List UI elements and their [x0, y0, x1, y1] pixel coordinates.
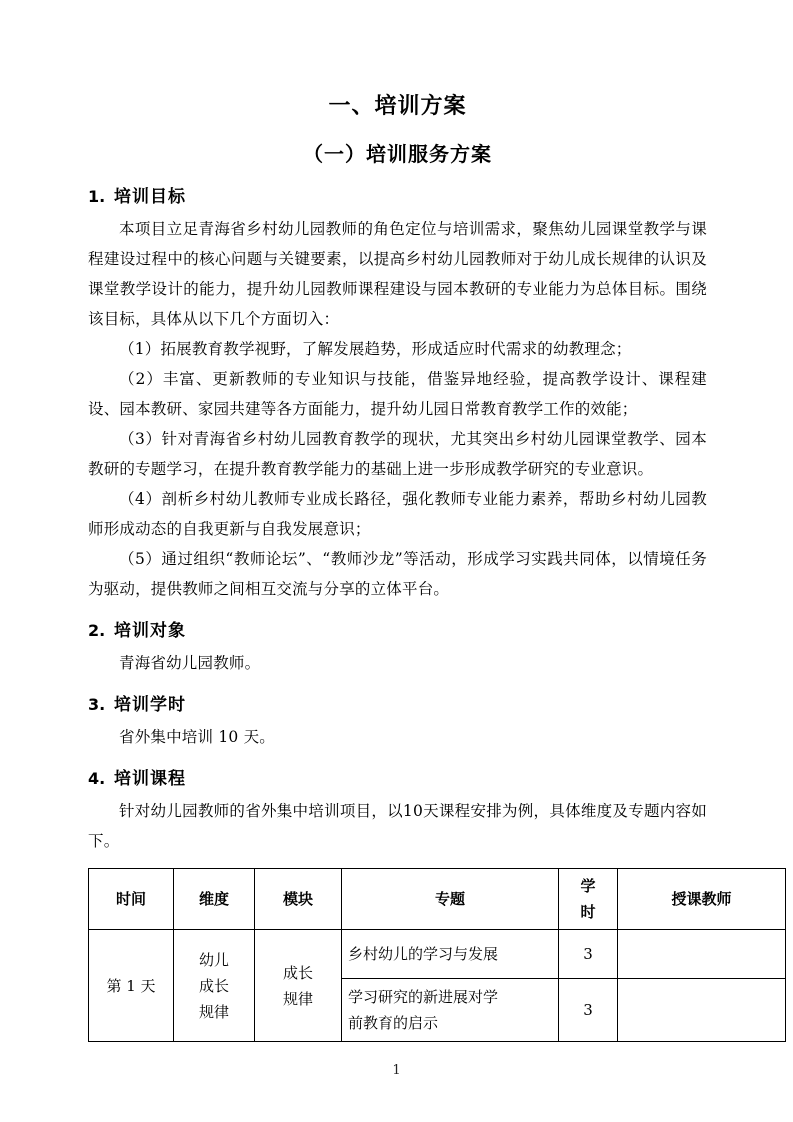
section-heading-3	[88, 692, 707, 718]
section-1-list-item-2: （2）丰富、更新教师的专业知识与技能，借鉴异地经验，提高教学设计、课程建设、园本教研、家园共建等各方面能力，提升幼儿园日常教育教学工作的效能；	[88, 370, 707, 418]
module-line-2: 规律	[282, 989, 313, 1008]
section-heading-2	[88, 618, 707, 644]
cell-module-day1	[255, 930, 342, 1042]
column-header-hours-line1: 学	[580, 877, 596, 895]
section-1-list-item-4: （4）剖析乡村幼儿教师专业成长路径，强化教师专业能力素养，帮助乡村幼儿园教师形成动态的自我更新与自我发展意识；	[88, 490, 707, 538]
cell-hours-1: 3	[559, 930, 618, 979]
section-3-paragraph: 省外集中培训 10 天。	[119, 728, 275, 746]
section-4-paragraph: 针对幼儿园教师的省外集中培训项目，以10天课程安排为例，具体维度及专题内容如下。	[88, 802, 707, 850]
column-header-dimension: 维度	[174, 869, 255, 930]
cell-topic-2	[342, 979, 559, 1042]
course-schedule-table	[88, 868, 786, 1042]
page-number: 1	[392, 1063, 401, 1078]
section-heading-4	[88, 766, 707, 792]
section-number-3: 3.	[88, 695, 106, 714]
column-header-hours	[559, 869, 618, 930]
cell-topic-1	[342, 930, 559, 979]
table-header	[89, 869, 786, 930]
cell-dimension-day1	[174, 930, 255, 1042]
section-1-paragraph: 本项目立足青海省乡村幼儿园教师的角色定位与培训需求，聚焦幼儿园课堂教学与课程建设过程中的核心问题与关键要素，以提高乡村幼儿园教师对于幼儿成长规律的认识及课堂教学设计的能力，提升幼儿园教师课程建设与园本教研的专业能力为总体目标。围绕该目标，具体从以下几个方面切入：	[88, 220, 707, 328]
section-1-list-item-5: （5）通过组织“教师论坛”、“教师沙龙”等活动，形成学习实践共同体，以情境任务为驱动，提供教师之间相互交流与分享的立体平台。	[88, 550, 707, 598]
cell-teacher-1	[618, 930, 786, 979]
column-header-time: 时间	[89, 869, 174, 930]
dimension-line-1: 幼儿	[198, 950, 229, 969]
section-title-3: 培训学时	[114, 695, 186, 715]
column-header-teacher: 授课教师	[618, 869, 786, 930]
table-body	[89, 930, 786, 1042]
column-header-module: 模块	[255, 869, 342, 930]
column-header-topic: 专题	[342, 869, 559, 930]
cell-hours-2: 3	[559, 979, 618, 1042]
section-1-list-item-1: （1）拓展教育教学视野，了解发展趋势，形成适应时代需求的幼教理念；	[119, 340, 632, 358]
table-header-row	[89, 869, 786, 930]
topic-1-line-1: 乡村幼儿的学习与发展	[348, 945, 499, 963]
section-title-2: 培训对象	[114, 621, 186, 641]
section-2-paragraph: 青海省幼儿园教师。	[119, 654, 261, 672]
cell-time-day1: 第 1 天	[89, 930, 174, 1042]
document-title: 一、培训方案	[328, 94, 467, 119]
topic-2-line-1: 学习研究的新进展对学	[348, 988, 499, 1006]
dimension-line-2: 成长	[198, 976, 229, 995]
column-header-hours-line2: 时	[580, 903, 596, 921]
section-number-2: 2.	[88, 621, 106, 640]
section-heading-1	[88, 184, 707, 210]
cell-teacher-2	[618, 979, 786, 1042]
topic-2-line-2: 前教育的启示	[348, 1014, 439, 1032]
section-number-4: 4.	[88, 769, 106, 788]
document-subtitle: （一）培训服务方案	[303, 142, 492, 166]
section-number-1: 1.	[88, 187, 106, 206]
module-line-1: 成长	[282, 963, 313, 982]
table-row	[89, 930, 786, 979]
section-title-1: 培训目标	[114, 187, 186, 207]
section-title-4: 培训课程	[114, 769, 186, 789]
section-1-list-item-3: （3）针对青海省乡村幼儿园教育教学的现状，尤其突出乡村幼儿园课堂教学、园本教研的专题学习，在提升教育教学能力的基础上进一步形成教学研究的专业意识。	[88, 430, 707, 478]
dimension-line-3: 规律	[198, 1002, 229, 1021]
